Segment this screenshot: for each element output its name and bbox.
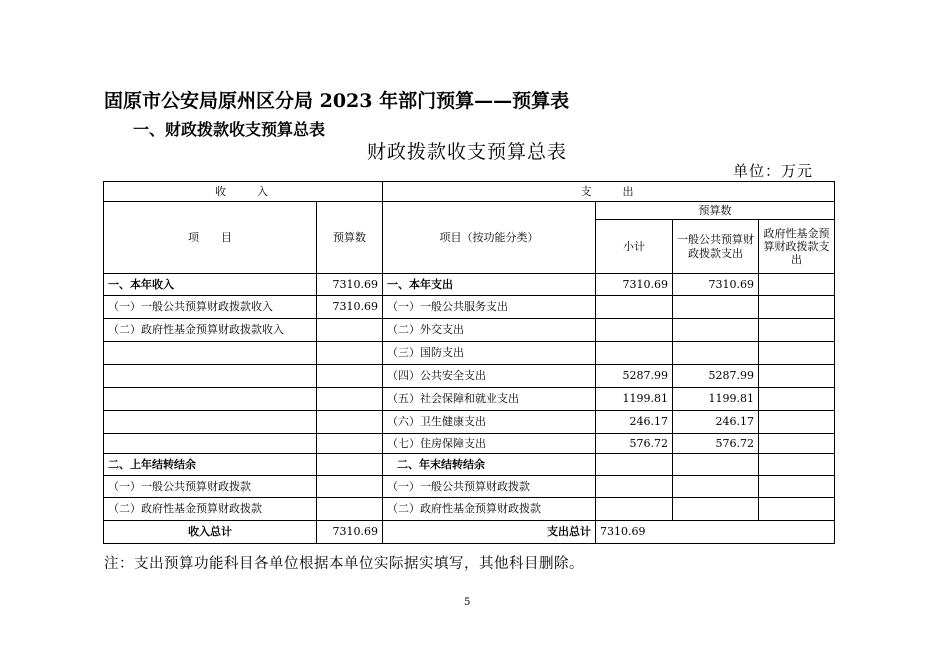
income-item-cell <box>104 434 317 454</box>
table-row <box>104 388 835 411</box>
expense-total-value: 7310.69 <box>596 521 835 544</box>
subtotal-cell: 576.72 <box>596 434 673 454</box>
general-budget-cell <box>673 296 759 319</box>
income-amount-cell <box>317 388 383 411</box>
income-item-cell: （二）政府性基金预算财政拨款 <box>104 498 317 521</box>
table-row <box>104 342 835 365</box>
general-budget-cell <box>673 319 759 342</box>
header-row-2 <box>104 202 835 220</box>
col-header-fund: 政府性基金预算财政拨款支出 <box>759 220 835 274</box>
general-budget-cell: 576.72 <box>673 434 759 454</box>
fund-budget-cell <box>759 365 835 388</box>
subtotal-cell: 246.17 <box>596 411 673 434</box>
subtotal-cell <box>596 476 673 498</box>
subtotal-cell <box>596 319 673 342</box>
fund-budget-cell <box>759 411 835 434</box>
income-amount-cell <box>317 434 383 454</box>
fund-budget-cell <box>759 454 835 476</box>
table-row <box>104 319 835 342</box>
section-heading: 一、财政拨款收支预算总表 <box>133 120 326 139</box>
income-item-cell <box>104 342 317 365</box>
income-header: 收 入 <box>104 182 383 202</box>
general-budget-cell: 7310.69 <box>673 274 759 296</box>
subtotal-cell: 1199.81 <box>596 388 673 411</box>
table-title: 财政拨款收支预算总表 <box>367 141 568 163</box>
expense-item-cell: （二）政府性基金预算财政拨款 <box>383 498 596 521</box>
fund-budget-cell <box>759 274 835 296</box>
header-row-1 <box>104 182 835 202</box>
expense-item-cell: （三）国防支出 <box>383 342 596 365</box>
document-title: 固原市公安局原州区分局 2023 年部门预算——预算表 <box>104 90 570 112</box>
fund-budget-cell <box>759 388 835 411</box>
fund-budget-cell <box>759 476 835 498</box>
subtotal-cell <box>596 498 673 521</box>
general-budget-cell: 5287.99 <box>673 365 759 388</box>
income-item-cell <box>104 388 317 411</box>
expense-item-cell: （六）卫生健康支出 <box>383 411 596 434</box>
fund-budget-cell <box>759 342 835 365</box>
general-budget-cell <box>673 342 759 365</box>
expense-total-label: 支出总计 <box>383 521 596 544</box>
income-item-cell <box>104 365 317 388</box>
general-budget-cell <box>673 476 759 498</box>
budget-table <box>103 181 835 544</box>
income-amount-cell: 7310.69 <box>317 296 383 319</box>
table-row <box>104 365 835 388</box>
expense-item-cell: （一）一般公共服务支出 <box>383 296 596 319</box>
subtotal-cell: 5287.99 <box>596 365 673 388</box>
income-item-cell: （一）一般公共预算财政拨款 <box>104 476 317 498</box>
income-item-cell: 二、上年结转结余 <box>104 454 317 476</box>
col-header-item-function: 项目（按功能分类） <box>383 202 596 274</box>
subtotal-cell <box>596 296 673 319</box>
general-budget-cell: 246.17 <box>673 411 759 434</box>
fund-budget-cell <box>759 319 835 342</box>
unit-label: 单位：万元 <box>733 162 814 180</box>
income-total-label: 收入总计 <box>104 521 317 544</box>
expense-item-cell: 二、年末结转结余 <box>383 454 596 476</box>
table-row <box>104 476 835 498</box>
general-budget-cell: 1199.81 <box>673 388 759 411</box>
table-row <box>104 411 835 434</box>
table-row <box>104 498 835 521</box>
income-amount-cell <box>317 454 383 476</box>
subtotal-cell: 7310.69 <box>596 274 673 296</box>
income-amount-cell <box>317 342 383 365</box>
general-budget-cell <box>673 498 759 521</box>
expense-item-cell: （二）外交支出 <box>383 319 596 342</box>
col-header-general: 一般公共预算财政拨款支出 <box>673 220 759 274</box>
table-row <box>104 454 835 476</box>
income-total-value: 7310.69 <box>317 521 383 544</box>
subtotal-cell <box>596 342 673 365</box>
table-row <box>104 434 835 454</box>
fund-budget-cell <box>759 498 835 521</box>
income-amount-cell <box>317 365 383 388</box>
income-amount-cell <box>317 476 383 498</box>
subtotal-cell <box>596 454 673 476</box>
col-header-item: 项 目 <box>104 202 317 274</box>
col-header-budget: 预算数 <box>317 202 383 274</box>
footnote: 注：支出预算功能科目各单位根据本单位实际据实填写，其他科目删除。 <box>104 556 584 572</box>
col-header-budget-group: 预算数 <box>596 202 835 220</box>
general-budget-cell <box>673 454 759 476</box>
fund-budget-cell <box>759 296 835 319</box>
income-amount-cell <box>317 411 383 434</box>
col-header-subtotal: 小计 <box>596 220 673 274</box>
expense-item-cell: （五）社会保障和就业支出 <box>383 388 596 411</box>
expense-item-cell: （四）公共安全支出 <box>383 365 596 388</box>
income-item-cell: 一、本年收入 <box>104 274 317 296</box>
table-row <box>104 274 835 296</box>
expense-item-cell: （一）一般公共预算财政拨款 <box>383 476 596 498</box>
income-item-cell: （二）政府性基金预算财政拨款收入 <box>104 319 317 342</box>
fund-budget-cell <box>759 434 835 454</box>
expense-item-cell: 一、本年支出 <box>383 274 596 296</box>
total-row <box>104 521 835 544</box>
income-amount-cell <box>317 319 383 342</box>
expense-header: 支 出 <box>383 182 835 202</box>
income-item-cell <box>104 411 317 434</box>
expense-item-cell: （七）住房保障支出 <box>383 434 596 454</box>
income-amount-cell: 7310.69 <box>317 274 383 296</box>
income-amount-cell <box>317 498 383 521</box>
page-number: 5 <box>464 597 471 608</box>
table-row <box>104 296 835 319</box>
income-item-cell: （一）一般公共预算财政拨款收入 <box>104 296 317 319</box>
